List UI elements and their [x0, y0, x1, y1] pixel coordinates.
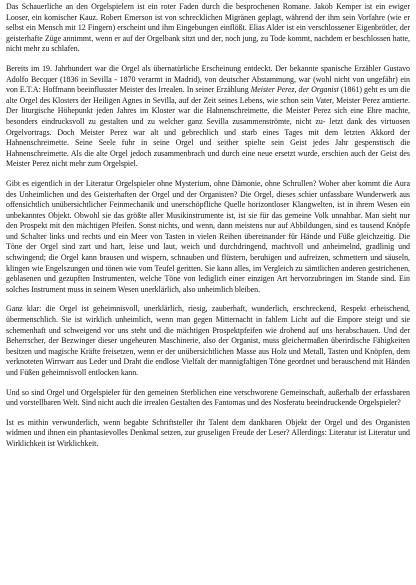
paragraph-text: Ist es mithin verwunderlich, wenn begabte Schriftsteller ihr Talent dem dankbaren Objekt der Orgel und des Organisten widmen und ihnen ein phantasievolles Denkmal setzen, zur gruseligen Freude der Leser? Allerdings: Literatur ist Literatur und Wirklichkeit ist Wirklichkeit. [6, 417, 410, 448]
book-title: Meister Perez, der Organist [250, 85, 339, 95]
paragraph-literatur-wirklichkeit [6, 418, 410, 450]
paragraph-text: (1861) geht es um die alte Orgel des Klosters der Heiligen Agnes in Sevilla, auf der Zeit seines Lebens, wie schon sein Vater, Meister Perez amtierte. Der liturgische Höhepunkt jeden Jahres im Kloster war die Hahnenschreimette, die Meister Perez sich eine Ehre machte, besonders eindrucksvoll zu gestalten und zu welcher ganz Sevilla zusammenströmte, nicht zu- letzt dank des virtuosen Orgelvortrags. Doch Meister Perez war alt und gebrechlich und starb eines Tages mit dem letzten Akkord der Hahnenschreimette. Seine Seele fuhr in seine Orgel und seither spielte sein Geist jedes Jahr gespenstisch die Hahnenschreimette. Als die alte Orgel jedoch zusammenbrach und durch eine neue ersetzt wurde, erschien auch der Geist des Meister Perez nicht mehr zum Orgelspiel. [6, 85, 411, 169]
paragraph-text: Bereits im 19. Jahrhundert war die Orgel als übernatürliche Erscheinung entdeckt. Der bekannte spanische Erzähler Gustavo Adolfo Becquer (1836 in Sevilla - 1870 verarmt in Madrid), von deutscher Abstammung, war (wohl nicht von ungefähr) ein von E.T.A: Hoffmann beeinflusster Meister des Irrealen. In seiner Erzählung [6, 63, 410, 95]
paragraph-text: Ganz klar: die Orgel ist geheimnisvoll, unerklärlich, riesig, zauberhaft, wunderlich, erschreckend, Respekt erheischend, übermenschlich. Sie ist wirklich unheimlich, wenn man gegen Mitternacht in fahlem Licht auf die Empore steigt und sie schemenhaft und schweigend vor uns steht und die mächtigen Prospektpfeifen wie drohend auf uns herabschauen. Und der Beherrscher, der Bezwinger dieser ungeheuren Maschinerie, also der Organist, muss gleichermaßen überirdische Fähigkeiten besitzen und magische Kräfte freisetzen, wenn er der unübersichtlichen Masse aus Holz und Metall, Tasten und Knöpfen, dem verknoteten Wirrwarr aus Leder und Draht die endlose Vielfalt der mannigfaltigen Töne geordnet und berauschend mit Händen und Füßen geheimnisvoll entlocken kann. [6, 304, 410, 377]
paragraph-text: Und so sind Orgel und Orgelspieler für den gemeinen Sterblichen eine verschworene Gemeinschaft, außerhalb der erfassbaren und vorstellbaren Welt. Sind nicht auch die irrealen Gestalten des Fantomas und des Nosferatu beeindruckende Orgelspieler? [6, 387, 410, 408]
paragraph-orgelspieler-romane [6, 2, 410, 55]
paragraph-text: Gibt es eigentlich in der Literatur Orgelspieler ohne Mysterium, ohne Dämonie, ohne Schrullen? Woher aber kommt die Aura des Unheimlichen und des Geisterhaften der Orgel und der Organisten? Die Orgel, dieses schier unfassbare Wunderwerk aus offensichtlich unübersichtlicher Feinmechanik und unerschöpfliche Quelle horizontloser Klangwelten, ist in ihrem Wesen ein unbekanntes Objekt. Obwohl sie das größte aller Musikinstrumente ist, ist sie für das gemeine Volk unnahbar. Man sieht nur den Prospekt mit den mächtigen Pfeifen. Sonst nichts, und wenn, dann meistens nur auf Abbildungen, sind es tausend Knöpfe und Schalter links und rechts und ein Meer von Tasten in vielen Reihen übereinander für Hände und Füße gleichzeitig. Die Töne der Orgel sind zart und hart, leise und laut, weich und durchdringend, machtvoll und anheimelnd, gradlinig und schwingend; die Orgel kann brausen und wispern, schnauben und flüstern, beruhigen und aufreizen, schmettern und säuseln, klingen wie Engelszungen und tönen wie vom Teufel geritten. Sie kann alles, im Vergleich zu sämtlichen anderen gestrichenen, geblasenen und gezupften Instrumenten, welche Töne von lediglich einer einzigen Art hervorzubringen im Stande sind. Ein solches Instrument muss in seinem Wesen unerklärlich, also unheimlich bleiben. [6, 178, 410, 294]
paragraph-becquer-meister-perez [6, 64, 410, 170]
paragraph-orgel-geheimnisvoll [6, 304, 410, 378]
paragraph-aura-unheimlich [6, 179, 410, 296]
paragraph-text: Das Schauerliche an den Orgelspielern ist ein roter Faden durch die besprochenen Romane. Jakob Kemper ist ein ewiger Looser, ein komischer Kauz. Robert Emerson ist von schrecklichen Migränen geplagt, während der ihm sein Vorfahre (wie er selbst ein Mensch mit 12 Fingern) erscheint und ihm Eingebungen einflößt. Elias Alder ist ein verschlossener Eigenbrötler, der geisterhafte Züge annimmt, wenn er auf der Orgelbank sitzt und der, noch jung, zu Tode kommt, nachdem er beschlossen hatte, nicht mehr zu schlafen. [6, 2, 410, 54]
paragraph-verschworene-gemeinschaft [6, 388, 410, 409]
